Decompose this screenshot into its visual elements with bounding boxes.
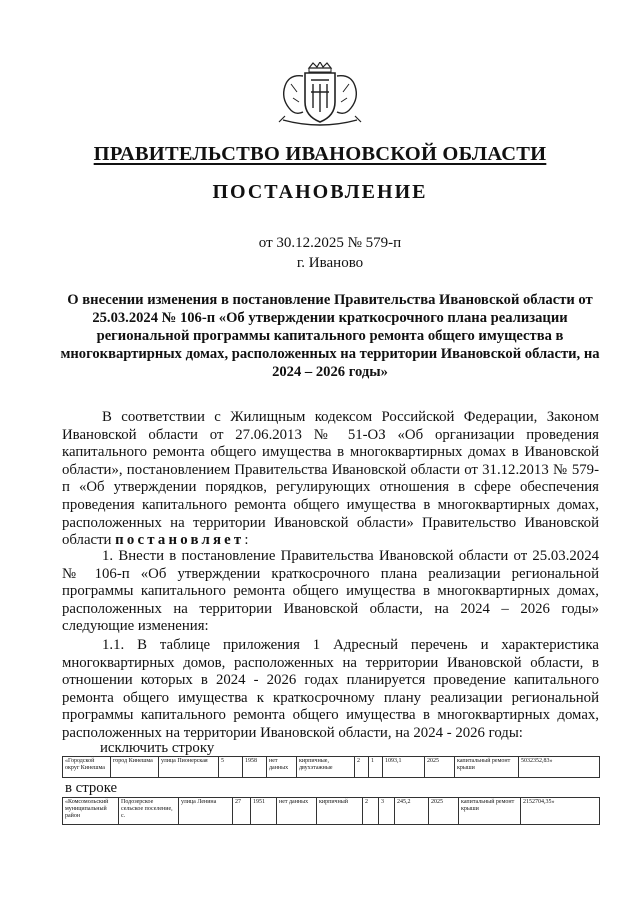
table-cell: 2 [355, 757, 369, 778]
table-cell: 27 [233, 798, 251, 825]
in-row-label: в строке [65, 780, 118, 796]
table-row [63, 798, 600, 825]
table-cell: капитальный ремонт крыши [459, 798, 521, 825]
excluded-row-table [62, 756, 600, 778]
table-cell: улица Пионерская [159, 757, 219, 778]
table-cell: «Городской округ Кинешма [63, 757, 111, 778]
table-cell: 1958 [243, 757, 267, 778]
table-row [63, 757, 600, 778]
table-cell: улица Ленина [179, 798, 233, 825]
table-cell: 5 [219, 757, 243, 778]
exclude-row-label: исключить строку [100, 740, 215, 756]
document-subject: О внесении изменения в постановление Правительства Ивановской области от 25.03.2024 № 106-п «Об утверждении краткосрочного плана реализации региональной программы капитального ремонта общего имущества в многоквартирных домах, расположенных на территории Ивановской области, на 2024 – 2026 годы» [60, 292, 600, 380]
document-type: ПОСТАНОВЛЕНИЕ [212, 181, 428, 203]
table-cell: 1093,1 [383, 757, 425, 778]
table-cell: капитальный ремонт крыши [455, 757, 519, 778]
date-number: от 30.12.2025 № 579-п [258, 235, 402, 251]
decree-colon: : [244, 532, 249, 549]
table-cell: кирпичные, двухэтажные [297, 757, 355, 778]
city: г. Иваново [296, 255, 364, 271]
table-cell: 2 [363, 798, 379, 825]
table-cell: кирпичный [317, 798, 363, 825]
table-cell: «Комсомольский муниципальный район [63, 798, 119, 825]
table-cell: 5032352,83» [519, 757, 600, 778]
table-cell: нет данных [277, 798, 317, 825]
table-cell: Подозерское сельское поселение, с. [119, 798, 179, 825]
table-cell: 2025 [425, 757, 455, 778]
table-cell: 2025 [429, 798, 459, 825]
ivanovo-coat-of-arms-icon [271, 62, 369, 128]
item-1-paragraph: 1. Внести в постановление Правительства Ивановской области от 25.03.2024 № 106-п «Об утверждении краткосрочного плана реализации региональной программы капитального ремонта общего имущества в многоквартирных домах, расположенных на территории Ивановской области, на 2024 – 2026 годы» следующие изменения: [62, 548, 599, 635]
target-row-table [62, 797, 600, 825]
table-cell: 3 [379, 798, 395, 825]
item-1-1-paragraph: 1.1. В таблице приложения 1 Адресный перечень и характеристика многоквартирных домов, расположенных на территории Ивановской области, в отношении которых в 2024 - 2026 годах планируется проведение капитального ремонта общего имущества к краткосрочному плану реализации региональной программы капитального ремонта общего имущества в многоквартирных домах, расположенных на территории Ивановской области, на 2024 - 2026 годы: [62, 637, 599, 741]
table-cell: город Кинешма [111, 757, 159, 778]
table-cell: 245,2 [395, 798, 429, 825]
government-title: ПРАВИТЕЛЬСТВО ИВАНОВСКОЙ ОБЛАСТИ [93, 143, 547, 165]
table-cell: нет данных [267, 757, 297, 778]
table-cell: 2152704,35» [521, 798, 600, 825]
preamble-text: В соответствии с Жилищным кодексом Российской Федерации, Законом Ивановской области от 27.06.2013 № 51-ОЗ «Об организации проведения капитального ремонта общего имущества в многоквартирных домах в Ивановской области», постановлением Правительства Ивановской области от 31.12.2013 № 579-п «Об утверждении порядков, регулирующих отношения в сфере обеспечения проведения капитального ремонта общего имущества в многоквартирных домах, расположенных на территории Ивановской области» Правительство Ивановской области [62, 409, 599, 549]
preamble-paragraph [62, 409, 599, 550]
table-cell: 1 [369, 757, 383, 778]
decree-word: постановляет [115, 532, 245, 549]
table-cell: 1951 [251, 798, 277, 825]
